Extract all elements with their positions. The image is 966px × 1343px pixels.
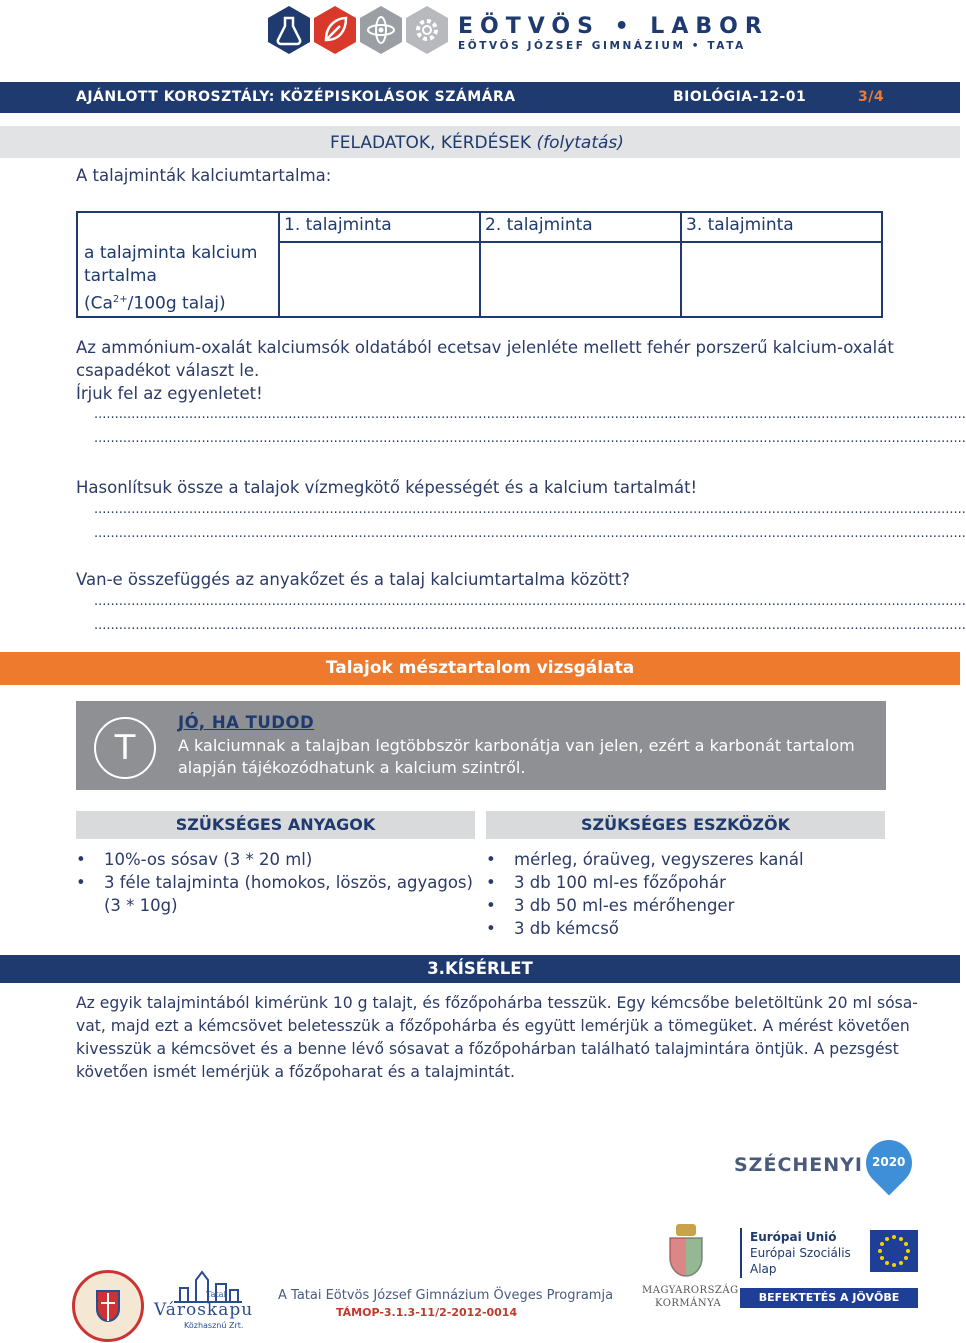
tip-text-line2: alapján tájékozódhatunk a kalcium szintről. [178, 758, 526, 777]
school-crest-icon [72, 1270, 144, 1342]
page-number: 3/4 [858, 89, 885, 105]
tip-box [76, 701, 886, 790]
szechenyi-text: SZÉCHENYI [734, 1154, 863, 1176]
materials-title: SZÜKSÉGES ANYAGOK [76, 811, 475, 839]
szechenyi-year: 2020 [872, 1155, 906, 1169]
tip-letter-icon: T [94, 717, 156, 779]
top-bar [0, 82, 960, 113]
list-item: • 3 db 100 ml-es főzőpohár [486, 871, 886, 894]
varoskapu-sub: Közhasznú Zrt. [184, 1321, 244, 1330]
list-item: • 3 db kémcső [486, 917, 886, 940]
list-item: • mérleg, óraüveg, vegyszeres kanál [486, 848, 886, 871]
experiment-line: Az egyik talajmintából kimérünk 10 g talajt, és főzőpohárba tesszük. Egy kémcsőbe beletöltünk 20 ml sósa- [76, 994, 918, 1012]
divider [740, 1228, 742, 1278]
table-row-label [77, 212, 279, 317]
section-title-orange: Talajok mésztartalom vizsgálata [0, 652, 960, 685]
experiment-title: 3.KÍSÉRLET [0, 955, 960, 983]
table-header-3: 3. talajminta [681, 212, 882, 242]
table-header-1: 1. talajminta [279, 212, 480, 242]
varoskapu-logo [150, 1268, 254, 1334]
tamop-code: TÁMOP-3.1.3-11/2-2012-0014 [336, 1306, 518, 1319]
question-1-line3: Írjuk fel az egyenletet! [76, 384, 263, 403]
question-3: Van-e összefüggés az anyakőzet és a talaj kalciumtartalma között? [76, 570, 630, 589]
question-1-line1: Az ammónium-oxalát kalciumsók oldatából ecetsav jelenléte mellett fehér porszerű kalcium-oxalát [76, 338, 894, 357]
section-header-bar [0, 126, 960, 158]
tools-title: SZÜKSÉGES ESZKÖZÖK [486, 811, 885, 839]
varoskapu-name: Városkapu [154, 1300, 254, 1320]
eu-investment-bar: BEFEKTETÉS A JÖVŐBE [740, 1288, 918, 1308]
eu-logo [740, 1228, 920, 1340]
table-cell-sample-1[interactable] [279, 242, 480, 317]
answer-line[interactable]: ................................................................................................................................................................................................................... [94, 407, 966, 422]
logo-title: EÖTVÖS • LABOR [458, 14, 769, 39]
eu-flag-icon [870, 1230, 918, 1272]
age-group-label: AJÁNLOTT KOROSZTÁLY: KÖZÉPISKOLÁSOK SZÁMÁRA [76, 89, 516, 105]
section-title: FELADATOK, KÉRDÉSEK (folytatás) [330, 133, 624, 153]
eu-line2: Európai Szociális [750, 1246, 851, 1260]
varoskapu-small: Tatai [206, 1290, 227, 1299]
eu-line1: Európai Unió [750, 1230, 837, 1244]
table-cell-sample-2[interactable] [480, 242, 681, 317]
soil-calcium-table [76, 211, 883, 318]
row-label-line1: a talajminta kalcium [84, 243, 258, 263]
experiment-line: kivesszük a kémcsövet és a benne lévő sósavat a főzőpohárban található talajmintára öntjük. A pezsgést [76, 1040, 899, 1058]
flask-icon [268, 6, 310, 54]
materials-list [76, 848, 476, 917]
leaf-icon [314, 6, 356, 54]
answer-line[interactable]: ................................................................................................................................................................................................................... [94, 618, 966, 633]
experiment-text [76, 992, 918, 1084]
question-2: Hasonlítsuk össze a talajok vízmegkötő képességét és a kalcium tartalmát! [76, 478, 698, 497]
szechenyi-logo [734, 1140, 914, 1202]
list-item: • 10%-os sósav (3 * 20 ml) [76, 848, 476, 871]
subject-code: BIOLÓGIA-12-01 [673, 89, 807, 105]
atom-icon [360, 6, 402, 54]
eu-line3: Alap [750, 1262, 777, 1276]
table-header-2: 2. talajminta [480, 212, 681, 242]
hungarian-coat-of-arms-icon [664, 1222, 708, 1280]
list-item: • 3 féle talajminta (homokos, löszös, agyagos) [76, 871, 476, 894]
answer-line[interactable]: ................................................................................................................................................................................................................... [94, 526, 966, 541]
list-item-continuation: (3 * 10g) [104, 896, 178, 915]
table-cell-sample-3[interactable] [681, 242, 882, 317]
header-logo [268, 4, 769, 60]
experiment-line: követően ismét lemérjük a főzőpoharat és a talajmintát. [76, 1063, 515, 1081]
list-item: • 3 db 50 ml-es mérőhenger [486, 894, 886, 917]
answer-line[interactable]: ................................................................................................................................................................................................................... [94, 594, 966, 609]
calcium-content-label: A talajminták kalciumtartalma: [76, 166, 332, 185]
question-1-line2: csapadékot választ le. [76, 361, 260, 380]
tip-text-line1: A kalciumnak a talajban legtöbbször karbonátja van jelen, ezért a karbonát tartalom [178, 736, 855, 755]
gov-name-line2: KORMÁNYA [655, 1298, 722, 1309]
tools-list [486, 848, 886, 940]
answer-line[interactable]: ................................................................................................................................................................................................................... [94, 431, 966, 446]
logo-subtitle: EÖTVÖS JÓZSEF GIMNÁZIUM • TATA [458, 40, 746, 52]
tip-heading: JÓ, HA TUDOD [178, 713, 315, 732]
row-label-line3: ($Ca^{2+}/100g$ talaj) [84, 293, 226, 314]
answer-line[interactable]: ................................................................................................................................................................................................................... [94, 502, 966, 517]
section-title-suffix: (folytatás) [536, 133, 624, 153]
experiment-line: vat, majd ezt a kémcsövet beletesszük a főzőpohárba és együtt lemérjük a tömegüket. A mérést követően [76, 1017, 910, 1035]
gear-icon [406, 6, 448, 54]
row-label-line2: tartalma [84, 266, 157, 286]
program-name: A Tatai Eötvös József Gimnázium Öveges Programja [278, 1288, 614, 1303]
gov-name-line1: MAGYARORSZÁG [642, 1285, 739, 1296]
